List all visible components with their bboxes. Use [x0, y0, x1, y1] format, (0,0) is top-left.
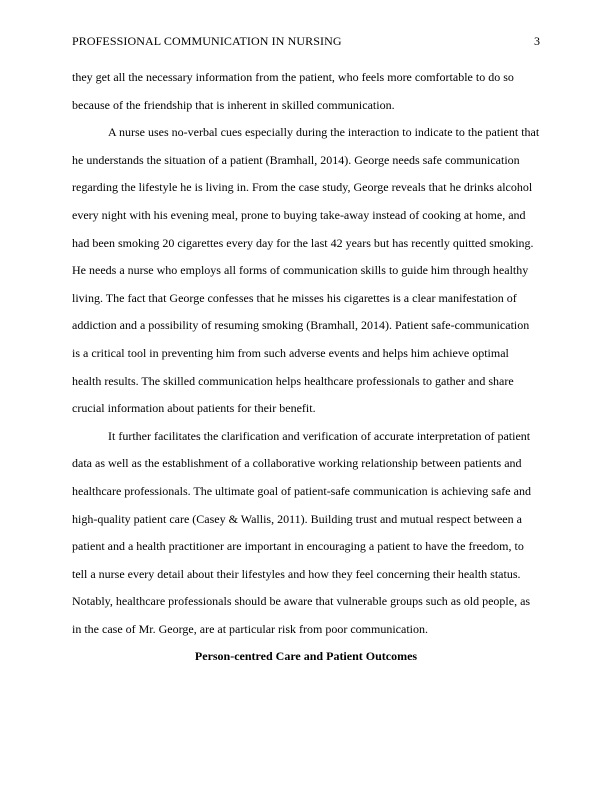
- body-text: [72, 64, 540, 671]
- text-line: healthcare professionals. The ultimate goal of patient-safe communication is achieving safe and: [72, 483, 531, 498]
- text-line: He needs a nurse who employs all forms of communication skills to guide him through healthy: [72, 263, 529, 278]
- text-line: high-quality patient care (Casey & Wallis, 2011). Building trust and mutual respect between a: [72, 511, 522, 526]
- text-line: every night with his evening meal, prone to buying take-away instead of cooking at home, and: [72, 207, 526, 222]
- text-line: had been smoking 20 cigarettes every day for the last 42 years but has recently quitted smoking.: [72, 235, 534, 250]
- section-heading: Person-centred Care and Patient Outcomes: [194, 649, 418, 664]
- paragraph-first-line: A nurse uses no-verbal cues especially during the interaction to indicate to the patient that: [108, 125, 540, 140]
- text-line: is a critical tool in preventing him from such adverse events and helps him achieve optimal: [72, 345, 509, 360]
- text-line: in the case of Mr. George, are at particular risk from poor communication.: [72, 621, 428, 636]
- page-number: 3: [534, 34, 540, 48]
- text-line: Notably, healthcare professionals should be aware that vulnerable groups such as old people, as: [72, 594, 531, 609]
- text-line: tell a nurse every detail about their lifestyles and how they feel concerning their health status.: [72, 566, 521, 581]
- text-line: data as well as the establishment of a collaborative working relationship between patients and: [72, 456, 522, 471]
- text-line: crucial information about patients for their benefit.: [72, 401, 316, 416]
- text-line: living. The fact that George confesses that he misses his cigarettes is a clear manifestation of: [72, 290, 517, 305]
- text-line: because of the friendship that is inherent in skilled communication.: [72, 97, 395, 112]
- text-line: regarding the lifestyle he is living in. From the case study, George reveals that he drinks alcohol: [72, 180, 533, 195]
- text-line: addiction and a possibility of resuming smoking (Bramhall, 2014). Patient safe-communication: [72, 318, 530, 333]
- text-line: he understands the situation of a patient (Bramhall, 2014). George needs safe communication: [72, 152, 520, 167]
- running-head: PROFESSIONAL COMMUNICATION IN NURSING: [72, 34, 342, 48]
- text-line: they get all the necessary information from the patient, who feels more comfortable to do so: [72, 70, 514, 84]
- paragraph-first-line: It further facilitates the clarification and verification of accurate interpretation of patient: [108, 428, 531, 443]
- text-line: patient and a health practitioner are important in encouraging a patient to have the freedom, to: [72, 539, 524, 554]
- text-line: health results. The skilled communication helps healthcare professionals to gather and share: [72, 373, 514, 388]
